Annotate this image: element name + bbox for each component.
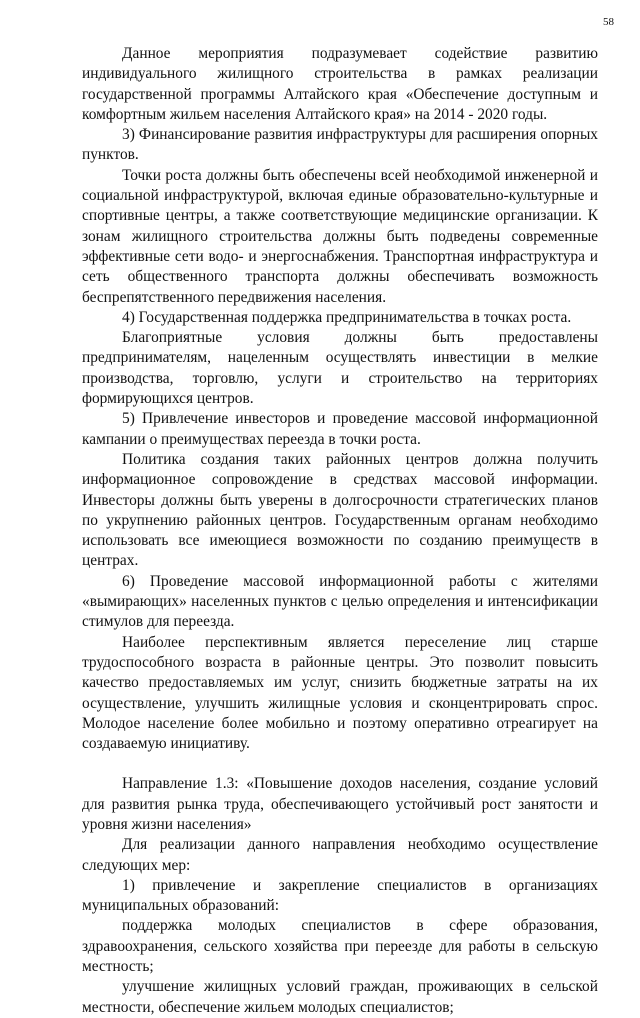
paragraph: Наиболее перспективным является переселение лиц старше трудоспособного возраста в районные центры. Это позволит повысить качество предоставляемых им услуг, снизить бюджетные затраты на их осуществление, улучшить жилищные условия и сконцентрировать спрос. Молодое население более мобильно и поэтому оперативно отреагирует на создаваемую инициативу. — [82, 633, 598, 753]
paragraph: 3) Финансирование развития инфраструктуры для расширения опорных пунктов. — [82, 126, 598, 164]
paragraph: поддержка молодых специалистов в сфере образования, здравоохранения, сельского хозяйства при переезде для работы в сельскую местность; — [82, 917, 598, 976]
page-number: 58 — [603, 16, 614, 28]
paragraph: Данное мероприятия подразумевает содействие развитию индивидуального жилищного строительства в рамках реализации государственной программы Алтайского края «Обеспечение доступным и комфортным жильем населения Алтайского края» на 2014 - 2020 годы. — [82, 45, 598, 123]
paragraph: 4) Государственная поддержка предпринимательства в точках роста. — [122, 308, 572, 326]
paragraph: 5) Привлечение инвесторов и проведение массовой информационной кампании о преимуществах переезда в точки роста. — [82, 410, 598, 448]
paragraph: Благоприятные условия должны быть предоставлены предпринимателям, нацеленным осуществлять инвестиции в мелкие производства, торговлю, услуги и строительство на территориях формирующихся центров. — [82, 329, 598, 408]
paragraph: Для реализации данного направления необходимо осуществление следующих мер: — [82, 836, 598, 874]
paragraph: Политика создания таких районных центров должна получить информационное сопровождение в средствах массовой информации. Инвесторы должны быть уверены в долгосрочности стратегических планов по укрупнению районных центров. Государственным органам необходимо использовать все имеющиеся возможности по созданию преимуществ в центрах. — [82, 450, 598, 570]
paragraph: улучшение жилищных условий граждан, проживающих в сельской местности, обеспечение жильем молодых специалистов; — [82, 978, 598, 1016]
paragraph: 6) Проведение массовой информационной работы с жителями «вымирающих» населенных пунктов с целью определения и интенсификации стимулов для переезда. — [82, 572, 598, 631]
section-heading: Направление 1.3: «Повышение доходов населения, создание условий для развития рынка труда, обеспечивающего устойчивый рост занятости и уровня жизни населения» — [82, 775, 598, 833]
document-body — [82, 44, 598, 1018]
paragraph: 1) привлечение и закрепление специалистов в организациях муниципальных образований: — [82, 876, 598, 915]
paragraph: Точки роста должны быть обеспечены всей необходимой инженерной и социальной инфраструктурой, включая единые образовательно-культурные и спортивные центры, а также соответствующие медицинские организации. К зонам жилищного строительства должны быть подведены современные эффективные сети водо- и энергоснабжения. Транспортная инфраструктура и сеть общественного транспорта должны обеспечивать возможность беспрепятственного передвижения населения. — [82, 166, 598, 306]
